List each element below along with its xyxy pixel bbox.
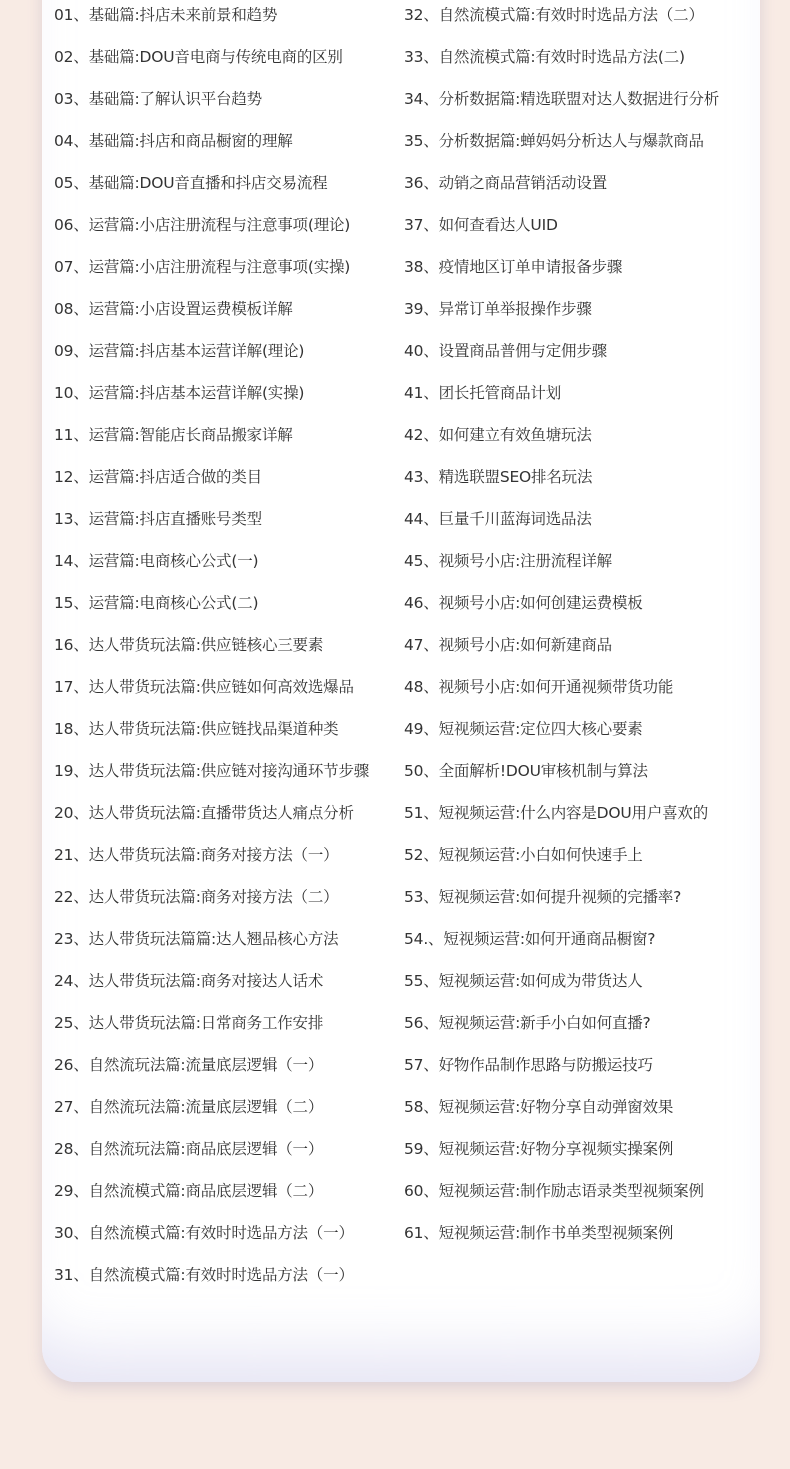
lesson-item: 51、短视频运营:什么内容是DOU用户喜欢的 <box>404 804 709 822</box>
lesson-item: 40、设置商品普佣与定佣步骤 <box>404 342 607 360</box>
lesson-item: 14、运营篇:电商核心公式(一) <box>54 552 259 570</box>
lesson-item: 08、运营篇:小店设置运费模板详解 <box>54 300 293 318</box>
lesson-item: 11、运营篇:智能店长商品搬家详解 <box>54 426 293 444</box>
lesson-item: 15、运营篇:电商核心公式(二) <box>54 594 259 612</box>
lesson-item: 55、短视频运营:如何成为带货达人 <box>404 972 643 990</box>
lesson-item: 52、短视频运营:小白如何快速手上 <box>404 846 643 864</box>
lesson-item: 32、自然流模式篇:有效时时选品方法（二） <box>404 6 704 24</box>
lesson-item: 28、自然流玩法篇:商品底层逻辑（一） <box>54 1140 324 1158</box>
lesson-item: 02、基础篇:DOU音电商与传统电商的区别 <box>54 48 343 66</box>
lesson-item: 19、达人带货玩法篇:供应链对接沟通环节步骤 <box>54 762 370 780</box>
lesson-item: 56、短视频运营:新手小白如何直播? <box>404 1014 651 1032</box>
lesson-item: 10、运营篇:抖店基本运营详解(实操) <box>54 384 305 402</box>
lesson-item: 34、分析数据篇:精选联盟对达人数据进行分析 <box>404 90 720 108</box>
lesson-item: 50、全面解析!DOU审核机制与算法 <box>404 762 648 780</box>
lesson-item: 48、视频号小店:如何开通视频带货功能 <box>404 678 674 696</box>
lesson-item: 39、异常订单举报操作步骤 <box>404 300 592 318</box>
lesson-item: 13、运营篇:抖店直播账号类型 <box>54 510 262 528</box>
lesson-item: 33、自然流模式篇:有效时时选品方法(二) <box>404 48 685 66</box>
lesson-item: 29、自然流模式篇:商品底层逻辑（二） <box>54 1182 324 1200</box>
lesson-item: 31、自然流模式篇:有效时时选品方法（一） <box>54 1266 354 1284</box>
lesson-item: 16、达人带货玩法篇:供应链核心三要素 <box>54 636 324 654</box>
lesson-item: 54.、短视频运营:如何开通商品橱窗? <box>404 930 656 948</box>
lesson-item: 06、运营篇:小店注册流程与注意事项(理论) <box>54 216 351 234</box>
lesson-item: 60、短视频运营:制作励志语录类型视频案例 <box>404 1182 704 1200</box>
lesson-item: 22、达人带货玩法篇:商务对接方法（二） <box>54 888 339 906</box>
lesson-item: 45、视频号小店:注册流程详解 <box>404 552 612 570</box>
lesson-item: 04、基础篇:抖店和商品橱窗的理解 <box>54 132 293 150</box>
lesson-item: 01、基础篇:抖店未来前景和趋势 <box>54 6 278 24</box>
lesson-item: 61、短视频运营:制作书单类型视频案例 <box>404 1224 674 1242</box>
lesson-item: 26、自然流玩法篇:流量底层逻辑（一） <box>54 1056 324 1074</box>
lesson-item: 53、短视频运营:如何提升视频的完播率? <box>404 888 682 906</box>
lesson-item: 27、自然流玩法篇:流量底层逻辑（二） <box>54 1098 324 1116</box>
lesson-item: 23、达人带货玩法篇篇:达人翘品核心方法 <box>54 930 339 948</box>
lesson-item: 05、基础篇:DOU音直播和抖店交易流程 <box>54 174 328 192</box>
lesson-item: 42、如何建立有效鱼塘玩法 <box>404 426 592 444</box>
lesson-item: 21、达人带货玩法篇:商务对接方法（一） <box>54 846 339 864</box>
lesson-item: 18、达人带货玩法篇:供应链找品渠道种类 <box>54 720 339 738</box>
lesson-item: 35、分析数据篇:蝉妈妈分析达人与爆款商品 <box>404 132 704 150</box>
lesson-item: 30、自然流模式篇:有效时时选品方法（一） <box>54 1224 354 1242</box>
lesson-item: 44、巨量千川蓝海词选品法 <box>404 510 592 528</box>
lesson-item: 38、疫情地区订单申请报备步骤 <box>404 258 623 276</box>
lesson-item: 57、好物作品制作思路与防搬运技巧 <box>404 1056 653 1074</box>
lesson-item: 17、达人带货玩法篇:供应链如何高效选爆品 <box>54 678 354 696</box>
lesson-item: 58、短视频运营:好物分享自动弹窗效果 <box>404 1098 674 1116</box>
lesson-item: 43、精选联盟SEO排名玩法 <box>404 468 593 486</box>
lesson-item: 37、如何查看达人UID <box>404 216 558 234</box>
lesson-item: 49、短视频运营:定位四大核心要素 <box>404 720 643 738</box>
lesson-item: 47、视频号小店:如何新建商品 <box>404 636 612 654</box>
lesson-item: 20、达人带货玩法篇:直播带货达人痛点分析 <box>54 804 354 822</box>
lesson-item: 03、基础篇:了解认识平台趋势 <box>54 90 262 108</box>
lesson-item: 07、运营篇:小店注册流程与注意事项(实操) <box>54 258 351 276</box>
lesson-item: 41、团长托管商品计划 <box>404 384 562 402</box>
lesson-item: 36、动销之商品营销活动设置 <box>404 174 607 192</box>
lesson-item: 09、运营篇:抖店基本运营详解(理论) <box>54 342 305 360</box>
lesson-item: 46、视频号小店:如何创建运费模板 <box>404 594 643 612</box>
lesson-item: 25、达人带货玩法篇:日常商务工作安排 <box>54 1014 324 1032</box>
lesson-item: 24、达人带货玩法篇:商务对接达人话术 <box>54 972 324 990</box>
lesson-item: 12、运营篇:抖店适合做的类目 <box>54 468 262 486</box>
lesson-item: 59、短视频运营:好物分享视频实操案例 <box>404 1140 674 1158</box>
